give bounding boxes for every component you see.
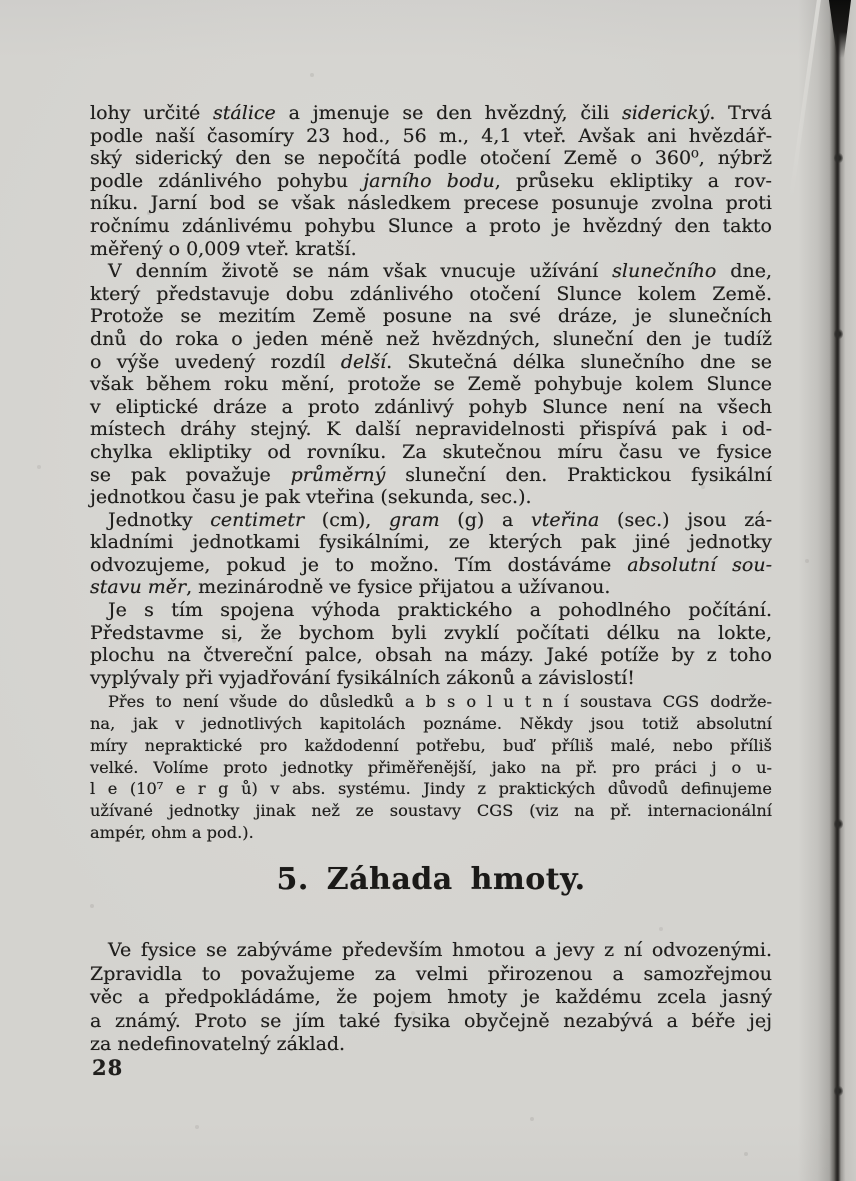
binding-knot: [834, 1085, 843, 1097]
paragraph-smallprint-exceptions: [90, 691, 772, 843]
text-line: velké. Volíme proto jednotky přiměřenější, jako na př. pro práci j o u-: [90, 757, 772, 777]
text-line: dnů do roka o jeden méně než hvězdných, sluneční den je tudíž: [90, 327, 772, 350]
text-line: ský siderický den se nepočítá podle otočení Země o 360⁰, nýbrž: [90, 147, 772, 170]
text-line: věc a předpokládáme, že pojem hmoty je každému zcela jasný: [90, 986, 772, 1009]
text-line: kladními jednotkami fysikálními, ze kterých pak jiné jednotky: [90, 531, 772, 554]
text-line: podle zdánlivého pohybu jarního bodu, průseku ekliptiky a rov-: [90, 169, 772, 192]
text-line: Jednotky centimetr (cm), gram (g) a vteřina (sec.) jsou zá-: [108, 508, 773, 531]
page-edge-shadow: [798, 0, 856, 1181]
text-line: který představuje dobu zdánlivého otočení Slunce kolem Země.: [90, 282, 772, 305]
text-line: Ve fysice se zabýváme především hmotou a jevy z ní odvozenými.: [108, 939, 772, 962]
text-line: Protože se mezitím Země posune na své dráze, je slunečních: [90, 305, 772, 328]
text-line: ampér, ohm a pod.).: [90, 822, 254, 842]
text-line: a známý. Proto se jím také fysika obyčejně nezabývá a béře jej: [90, 1009, 772, 1032]
text-line: chylka ekliptiky od rovníku. Za skutečnou míru času ve fysice: [90, 440, 772, 463]
text-line: o výše uvedený rozdíl delší. Skutečná délka slunečního dne se: [90, 350, 772, 373]
text-line: Představme si, že bychom byli zvyklí počítati délku na lokte,: [90, 621, 772, 644]
page-number: 28: [92, 1055, 124, 1080]
text-line: plochu na čtvereční palce, obsah na mázy. Jaké potíže by z toho: [90, 644, 772, 667]
text-column: [90, 0, 772, 1056]
text-line: níku. Jarní bod se však následkem precese posunuje zvolna proti: [90, 192, 772, 215]
paragraph-cgs-units: [90, 509, 772, 599]
text-line: l e (10⁷ e r g ů) v abs. systému. Jindy z praktických důvodů definujeme: [90, 779, 772, 799]
text-line: místech dráhy stejný. K další nepravidelnosti přispívá pak i od-: [90, 418, 772, 441]
text-line: odvozujeme, pokud je to možno. Tím dostáváme absolutní sou-: [90, 553, 772, 576]
paragraph-sidereal-day: [90, 102, 772, 260]
text-line: ročnímu zdánlivému pohybu Slunce a proto je hvězdný den takto: [90, 214, 772, 237]
text-line: stavu měr, mezinárodně ve fysice přijatou a užívanou.: [90, 576, 611, 599]
binding-knot: [834, 818, 843, 830]
text-line: jednotkou času je pak vteřina (sekunda, sec.).: [90, 486, 532, 509]
section-heading: 5. Záhada hmoty.: [276, 862, 586, 898]
text-line: V denním životě se nám však vnucuje užívání slunečního dne,: [108, 260, 772, 283]
text-line: měřený o 0,009 vteř. kratší.: [90, 237, 357, 260]
binding-knot: [834, 328, 843, 340]
text-line: lohy určité stálice a jmenuje se den hvězdný, čili siderický. Trvá: [90, 102, 772, 124]
text-line: Je s tím spojena výhoda praktického a pohodlného počítání.: [108, 599, 772, 622]
text-line: užívané jednotky jinak než ze soustavy CGS (viz na př. internacionální: [90, 800, 772, 820]
text-line: Zpravidla to považujeme za velmi přirozenou a samozřejmou: [90, 962, 772, 985]
text-line: Přes to není všude do důsledků a b s o l u t n í soustava CGS dodrže-: [108, 692, 772, 712]
paragraph-practical-advantage: [90, 599, 772, 689]
paper-speckles: [0, 0, 2, 2]
text-line: míry nepraktické pro každodenní potřebu, buď příliš malé, nebo příliš: [90, 735, 772, 755]
text-line: v eliptické dráze a proto zdánlivý pohyb Slunce není na všech: [90, 395, 772, 418]
binding-knot: [834, 152, 843, 164]
text-line: vyplývaly při vyjadřování fysikálních zákonů a závislostí!: [90, 666, 635, 689]
paragraph-solar-day: [90, 260, 772, 509]
paragraph-matter-intro: [90, 939, 772, 1056]
text-line: podle naší časomíry 23 hod., 56 m., 4,1 vteř. Avšak ani hvězdář-: [90, 124, 772, 147]
text-line: na, jak v jednotlivých kapitolách poznáme. Někdy jsou totiž absolutní: [90, 714, 772, 734]
text-line: se pak považuje průměrný sluneční den. Praktickou fysikální: [90, 463, 772, 486]
text-line: za nedefinovatelný základ.: [90, 1032, 346, 1055]
text-line: však během roku mění, protože se Země pohybuje kolem Slunce: [90, 373, 772, 396]
